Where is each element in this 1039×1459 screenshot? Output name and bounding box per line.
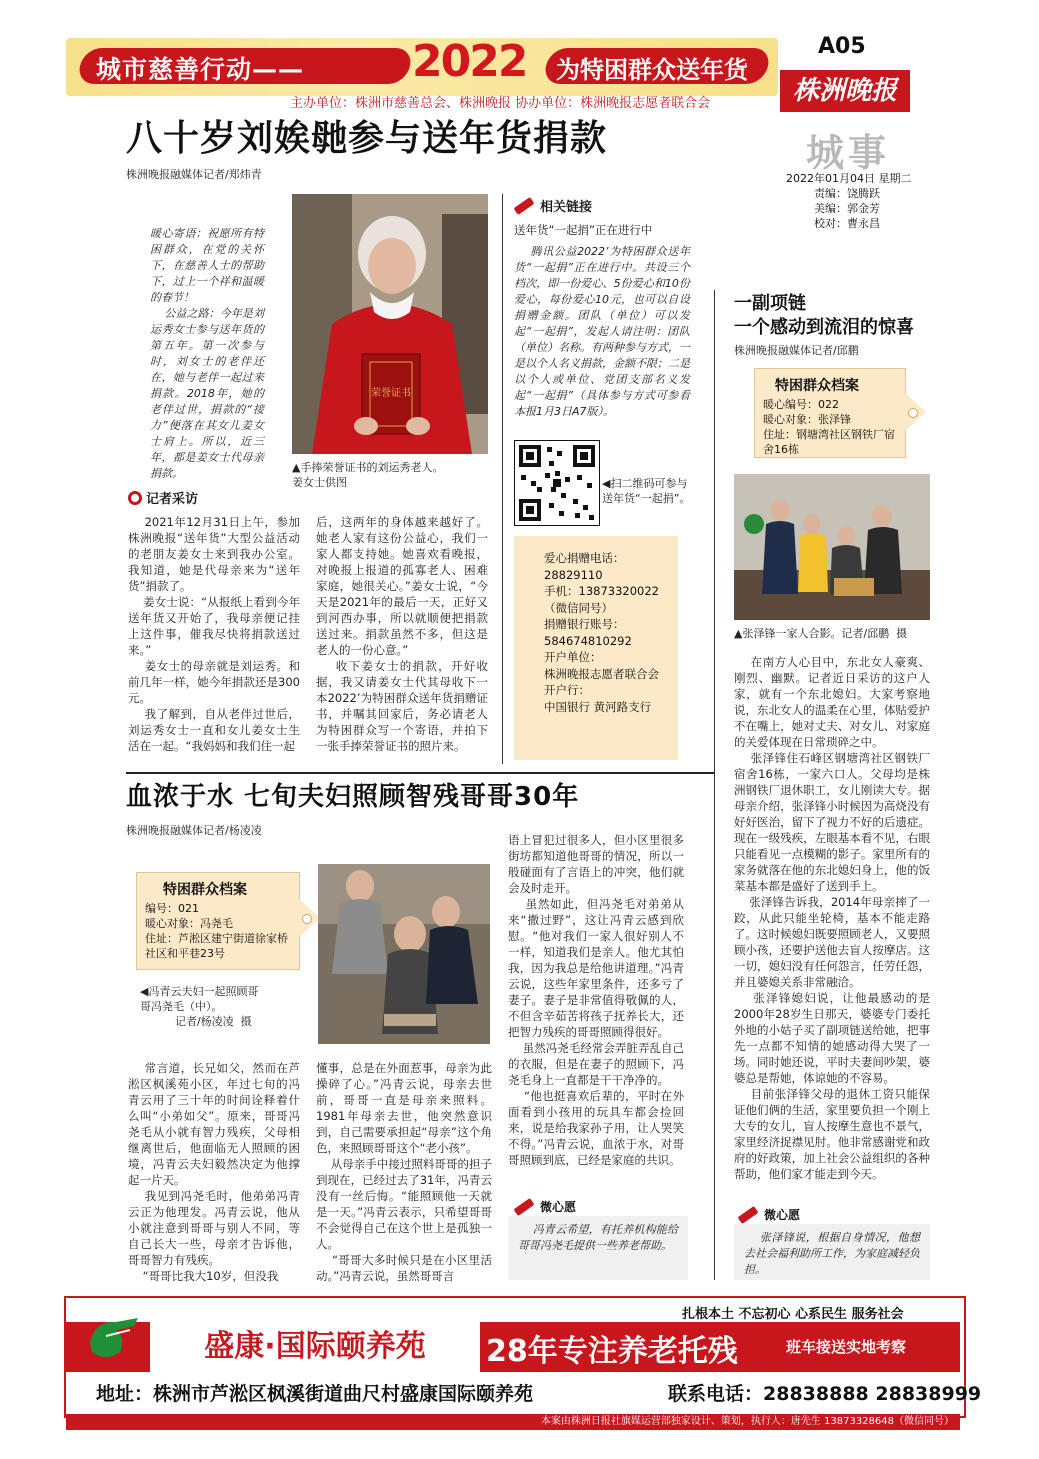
- article1-intro: 暖心寄语：祝愿所有特困群众，在党的关怀下，在慈善人士的帮助下，过上一个祥和温暖的春节！ 公益之路：今年是刘运秀女士参与送年货的第五年。第一次参与时，刘女士的老伴还在，她与老伴一起过来捐款。2018年，她的老伴过世，捐款的“接力”便落在其女儿姜女士肩上。所以，近三年，都是姜女士代母亲捐款。: [150, 227, 264, 480]
- article1-byline: 株洲晚报融媒体记者/郑炜青: [126, 168, 262, 181]
- article1-column2: 后，这两年的身体越来越好了。她老人家有这份公益心，我们一家人都支持她。她喜欢看晚报，对晚报上报道的孤寡老人、困难家庭，她很关心。”姜女士说，“今天是2021年的最后一天，正好又到河西办事，所以就顺便把捐款送过来。捐款虽然不多，但这是老人的一份心意。” 收下姜女士的捐款，开好收据，我又请姜女士代其母收下一本2022’为特困群众送年货捐赠证书，并嘱其回家后，务必请老人为特困群众写一个寄语，并拍下一张手捧荣誉证书的照片来。: [316, 515, 489, 753]
- related-headline: 送年货“一起捐”正在进行中: [514, 223, 653, 237]
- article3-title: 一副项链 一个感动到流泪的惊喜: [734, 293, 914, 338]
- article1-title: 八十岁刘娭毑参与送年货捐款: [126, 118, 608, 159]
- donation-line: 捐赠银行账号：: [544, 617, 625, 631]
- page-number: A05: [818, 34, 866, 59]
- article1-photo-caption: ▲手捧荣誉证书的刘运秀老人。 姜女士供图: [292, 461, 444, 489]
- dateline: [786, 172, 912, 231]
- sponsors-line: 主办单位：株洲市慈善总会、株洲晚报 协办单位：株洲晚报志愿者联合会: [290, 96, 711, 111]
- profile-card-title: 特困群众档案: [163, 882, 247, 898]
- article3-wish-box: [734, 1224, 930, 1280]
- article2-wish-box: [508, 1216, 688, 1280]
- ad-address: 地址：株洲市芦淞区枫溪街道曲尺村盛康国际颐养苑: [96, 1383, 534, 1405]
- reporter-label: [128, 488, 198, 507]
- banner-year: 2022: [412, 36, 527, 87]
- donation-line: 株洲晚报志愿者联合会: [544, 666, 659, 681]
- article2-wish-text: 冯青云希望，有托养机构能给哥哥冯尧毛提供一些养老帮助。: [518, 1223, 678, 1252]
- column-divider: [714, 290, 715, 1280]
- article2-photo: [318, 864, 490, 1044]
- donation-line: 开户单位：: [544, 650, 602, 664]
- section-title: 城事: [806, 130, 891, 175]
- article2-column1: 常言道，长兄如父，然而在芦淞区枫溪苑小区，年过七旬的冯青云用了三十年的时间诠释着什么叫“小弟如父”。原来，哥哥冯尧毛从小就有智力残疾，父母相继离世后，他面临无人照顾的困境，冯青云夫妇毅然决定为他撑起一片天。 我见到冯尧毛时，他弟弟冯青云正为他理发。冯青云说，他从小就注意到哥哥与别人不同，等自己长大一些，母亲才告诉他，哥哥智力有残疾。 “哥哥比我大10岁，但没我: [128, 1061, 300, 1283]
- wish-label-text: 微心愿: [540, 1200, 577, 1214]
- hand-logo-icon: [86, 1312, 144, 1364]
- article3-byline: 株洲晚报融媒体记者/邱鹏: [734, 344, 859, 357]
- article3-body: 在南方人心目中，东北女人豪爽、刚烈、幽默。记者近日采访的这户人家，就有一个东北媳妇。大家考察地说，东北女人的温柔在心里，体贴爱护不在嘴上，她对丈夫、对女儿、对家庭的关爱体现在日常琐碎之中。 张泽锋住石峰区钢塘湾社区钢铁厂宿舍16栋，一家六口人。父母均是株洲钢铁厂退休职工，女儿刚读大专。据母亲介绍，张泽锋小时候因为高烧没有好好医治，留下了视力不好的后遗症。现在一级残疾，左眼基本看不见，右眼只能看见一点模糊的影子。家里所有的家务就落在他的东北媳妇身上，他的饭菜基本都是盛好了送到手上。 张泽锋告诉我，2014年母亲摔了一跤，从此只能坐轮椅，基本不能走路了。这时候媳妇既要照顾老人，又要照顾小孩，还要护送他去盲人按摩店。这一切，媳妇没有任何怨言，任劳任怨，并且婆媳关系非常融洽。 张泽锋媳妇说，让他最感动的是2000年28岁生日那天，婆婆专门委托外地的小姑子买了副项链送给她，把事先一点都不知情的她感动得大哭了一场。同时她还说，平时夫妻间吵架，婆婆总是帮她，体谅她的不容易。 目前张泽锋父母的退休工资只能保证他们俩的生活，家里要负担一个刚上大专的女儿，盲人按摩生意也不景气，家里经济捉襟见肘。他非常感谢党和政府的好政策，加上社会公益组织的各种帮助，他们家才能走到今天。: [734, 655, 931, 1181]
- wish-label-text: 微心愿: [764, 1208, 801, 1222]
- ad-footer-note: 本案由株洲日报社旗媒运营部独家设计、策划，执行人：唐先生 13873328648（微信同号）: [66, 1414, 960, 1430]
- circle-icon: [128, 491, 142, 505]
- pen-icon: [514, 1197, 535, 1215]
- ad-brand-name: 盛康·国际颐养苑: [150, 1322, 480, 1372]
- article2-title: 血浓于水 七旬夫妇照顾智残哥哥30年: [126, 782, 580, 812]
- article3-photo: [734, 474, 930, 620]
- banner-right-text: 为特困群众送年货: [556, 56, 748, 84]
- qr-code-icon: [515, 441, 599, 525]
- caregivers-illustration: [318, 864, 490, 1044]
- article1-photo: [292, 194, 488, 454]
- banner-left-text: 城市慈善行动——: [96, 55, 305, 84]
- proof-credit: 校对：曹永昌: [814, 217, 880, 230]
- ad-tagline: 扎根本土 不忘初心 心系民生 服务社会: [682, 1307, 904, 1322]
- reporter-label-text: 记者采访: [146, 492, 199, 507]
- pen-icon: [738, 1205, 759, 1223]
- card-hole: [302, 914, 312, 924]
- profile-card-title: 特困群众档案: [775, 378, 859, 394]
- donation-line: （微信同号）: [544, 600, 613, 615]
- article3-wish-label: [738, 1206, 800, 1223]
- article2-column2: 懂事，总是在外面惹事，母亲为此操碎了心。”冯青云说，母亲去世前，哥哥一直是母亲来照料。1981年母亲去世，他突然意识到，自己需要承担起“母亲”这个角色，来照顾哥哥这个“老小孩”。 从母亲手中接过照料哥哥的担子到现在，已经过去了31年，冯青云没有一丝后悔。“能照顾他一天就是一天。”冯青云表示，只希望哥哥不会觉得自己在这个世上是孤独一人。 “哥哥大多时候只是在小区里活动。”冯青云说，虽然哥哥言: [316, 1061, 493, 1283]
- article2-wish-label: [514, 1198, 576, 1215]
- article-separator: [126, 772, 714, 774]
- article2-photo-caption: ◀冯青云夫妇一起照顾哥 哥冯尧毛（中）。 记者/杨凌凌 摄: [140, 985, 259, 1028]
- ad-phone: 联系电话：28838888 28838999: [668, 1383, 982, 1405]
- qr-code[interactable]: [514, 440, 600, 526]
- profile-card-details: 暖心编号：022 暖心对象：张泽锋 住址：钢塘湾社区钢铁厂宿舍16栋: [763, 398, 895, 456]
- article1-column1: 2021年12月31日上午，参加株洲晚报“送年货”大型公益活动的老朋友姜女士来到我办公室。我知道，她是代母亲来为“送年货”捐款了。 姜女士说：“从报纸上看到今年送年货又开始了，我母亲便记挂上这件事，催我尽快将捐款送过来。” 姜女士的母亲就是刘运秀。和前几年一样，她今年捐款还是300元。 我了解到，自从老伴过世后，刘运秀女士一直和女儿姜女士生活在一起。“我妈妈和我们住一起: [128, 515, 300, 753]
- pen-icon: [514, 196, 535, 214]
- editor-credit: 责编：饶腾跃: [814, 187, 880, 200]
- donation-line: 中国银行 黄河路支行: [544, 699, 652, 714]
- ad-slogan: 28年专注养老托残: [486, 1334, 738, 1369]
- newspaper-logo: 株洲晚报: [780, 70, 910, 112]
- article2-column3: 语上冒犯过很多人，但小区里很多街坊都知道他哥哥的情况，所以一般碰面有了言语上的冲突，他们就会及时走开。 虽然如此，但冯尧毛对弟弟从来“撒过野”，这让冯青云感到欣慰。“他对我们一家人很好别人不一样，知道我们是亲人。他尤其怕我，因为我总是给他讲道理。”冯青云说，这些年家里条件，还多亏了妻子。妻子是非常值得敬佩的人，不但含辛茹苦将孩子抚养长大，还把智力残疾的哥哥照顾得很好。 虽然冯尧毛经常会弄脏弄乱自己的衣服，但是在妻子的照顾下，冯尧毛身上一直都是干干净净的。 “他也挺喜欢后辈的，平时在外面看到小孩用的玩具车都会捡回来，说是给我家孙子用，让人哭笑不得。”冯青云说，血浓于水，对哥哥照顾到底，已经是家庭的共识。: [508, 833, 685, 1167]
- donation-line: 28829110: [544, 567, 603, 582]
- donation-line: 584674810292: [544, 633, 632, 648]
- column-divider: [502, 194, 503, 764]
- related-body: 腾讯公益2022’为特困群众送年货“一起捐”正在进行中。共设三个档次，即一份爱心、5份爱心和10份爱心，每份爱心10元，也可以自设捐赠金额。团队（单位）可以发起“一起捐”，发起人请注明：团队（单位）名称。有两种参与方式，一是以个人名义捐款，金额不限；二是以个人或单位、党团支部名义发起“一起捐”（具体参与方式可参看本报1月3日A7版）。: [514, 245, 690, 418]
- article3-wish-text: 张泽锋说，根据自身情况，他想去社会福利助所工作，为家庭减轻负担。: [744, 1231, 920, 1276]
- related-label-text: 相关链接: [540, 200, 593, 215]
- donation-lines: [514, 536, 678, 715]
- designer-credit: 美编：郭金芳: [814, 202, 880, 215]
- elderly-woman-illustration: [292, 194, 488, 454]
- issue-date: 2022年01月04日 星期二: [786, 172, 912, 185]
- donation-info-box: [514, 536, 678, 760]
- qr-caption: ◀扫二维码可参与送年货“一起捐”。: [602, 477, 691, 505]
- related-label: [514, 196, 592, 215]
- certificate-label: 荣誉证书: [371, 388, 411, 399]
- article3-photo-caption: ▲张泽锋一家人合影。记者/邱鹏 摄: [734, 627, 908, 640]
- profile-card-details: 编号：021 暖心对象：冯尧毛 住址：芦淞区建宁街道徐家桥社区和平巷23号: [145, 902, 288, 960]
- article2-byline: 株洲晚报融媒体记者/杨凌凌: [126, 824, 262, 837]
- ad-subtitle: 班车接送实地考察: [786, 1338, 907, 1356]
- article3-profile-card: [754, 368, 906, 458]
- article2-profile-card: [136, 872, 300, 970]
- donation-line: 爱心捐赠电话：: [544, 551, 625, 565]
- donation-line: 手机：13873320022: [544, 584, 659, 598]
- card-hole: [908, 408, 918, 418]
- donation-line: 开户行：: [544, 683, 590, 697]
- family-illustration: [734, 474, 930, 620]
